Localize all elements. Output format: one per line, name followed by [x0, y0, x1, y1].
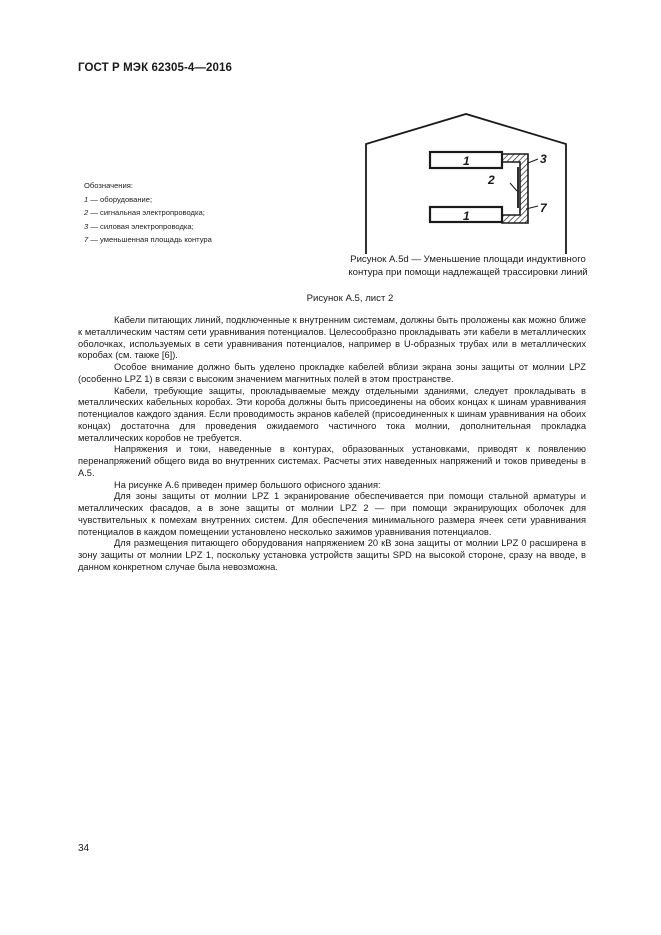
paragraph: Кабели питающих линий, подключенные к внутренним системам, должны быть проложены как можно ближе к металлическим частям сети уравнивания потенциалов. Целесообразно прокладывать эти кабели в металлических оболочках, используемых в сети уравнивания потенциалов, например в U-образных трубах или в металлических коробах (см. также [6]). — [78, 315, 586, 361]
legend-title: Обозначения: — [84, 181, 133, 190]
legend-item: 3 — силовая электропроводка; — [84, 221, 194, 231]
building-outline — [366, 114, 566, 254]
sheet-caption: Рисунок А.5, лист 2 — [306, 293, 394, 304]
label-power: 3 — [540, 152, 547, 166]
figure-caption: Рисунок А.5d — Уменьшение площади индуктивного контура при помощи надлежащей трассировки линий — [348, 254, 588, 278]
paragraph: Особое внимание должно быть уделено прокладке кабелей вблизи экрана зоны защиты от молнии LPZ (особенно LPZ 1) в связи с высоким значением магнитных полей в этом пространстве. — [78, 362, 586, 384]
label-equipment-top: 1 — [463, 154, 470, 168]
paragraph: Кабели, требующие защиты, прокладываемые между отдельными зданиями, следует прокладывать в металлических кабельных коробах. Эти короба должны быть присоединены на обоих концах к шинам уравнивания потенциалов каждого здания. Если проводимость экранов кабелей (присоединенных к шинам уравнивания на обоих концах) достаточна для проведения ожидаемого частичного тока молнии, дополнительная прокладка металлических коробов не требуется. — [78, 385, 586, 443]
paragraph: Для размещения питающего оборудования напряжением 20 кВ зона защиты от молнии LPZ 0 расширена в зону защиты от молнии LPZ 1, поскольку установка устройств защиты SPD на высокой стороне, сразу на вводе, в данном конкретном случае была невозможна. — [78, 538, 586, 572]
label-loop-area: 7 — [540, 201, 547, 215]
building-diagram — [360, 110, 580, 255]
document-header: ГОСТ Р МЭК 62305-4—2016 — [78, 62, 232, 74]
legend-item: 1 — оборудование; — [84, 194, 153, 204]
body-text — [78, 315, 586, 574]
label-equipment-bottom: 1 — [463, 209, 470, 223]
legend-item: 2 — сигнальная электропроводка; — [84, 208, 205, 217]
paragraph: Напряжения и токи, наведенные в контурах, образованных установками, приводят к появлению перенапряжений общего вида во внутренних системах. Расчеты этих наведенных напряжений и токов приведены в А.5. — [78, 444, 586, 478]
label-signal: 2 — [488, 173, 495, 187]
paragraph: Для зоны защиты от молнии LPZ 1 экранирование обеспечивается при помощи стальной арматуры и металлических фасадов, а в зоне защиты от молнии LPZ 2 — при помощи экранирующих оболочек для чувствительных к помехам внутренних систем. Для обеспечения минимального размера ячеек сети уравнивания потенциалов в каждом помещении установлено несколько зажимов уравнивания потенциалов. — [78, 491, 586, 537]
legend-item: 7 — уменьшенная площадь контура — [84, 235, 212, 244]
page-number: 34 — [78, 843, 90, 854]
paragraph: На рисунке А.6 приведен пример большого офисного здания: — [114, 479, 381, 490]
figure-legend — [84, 179, 212, 247]
